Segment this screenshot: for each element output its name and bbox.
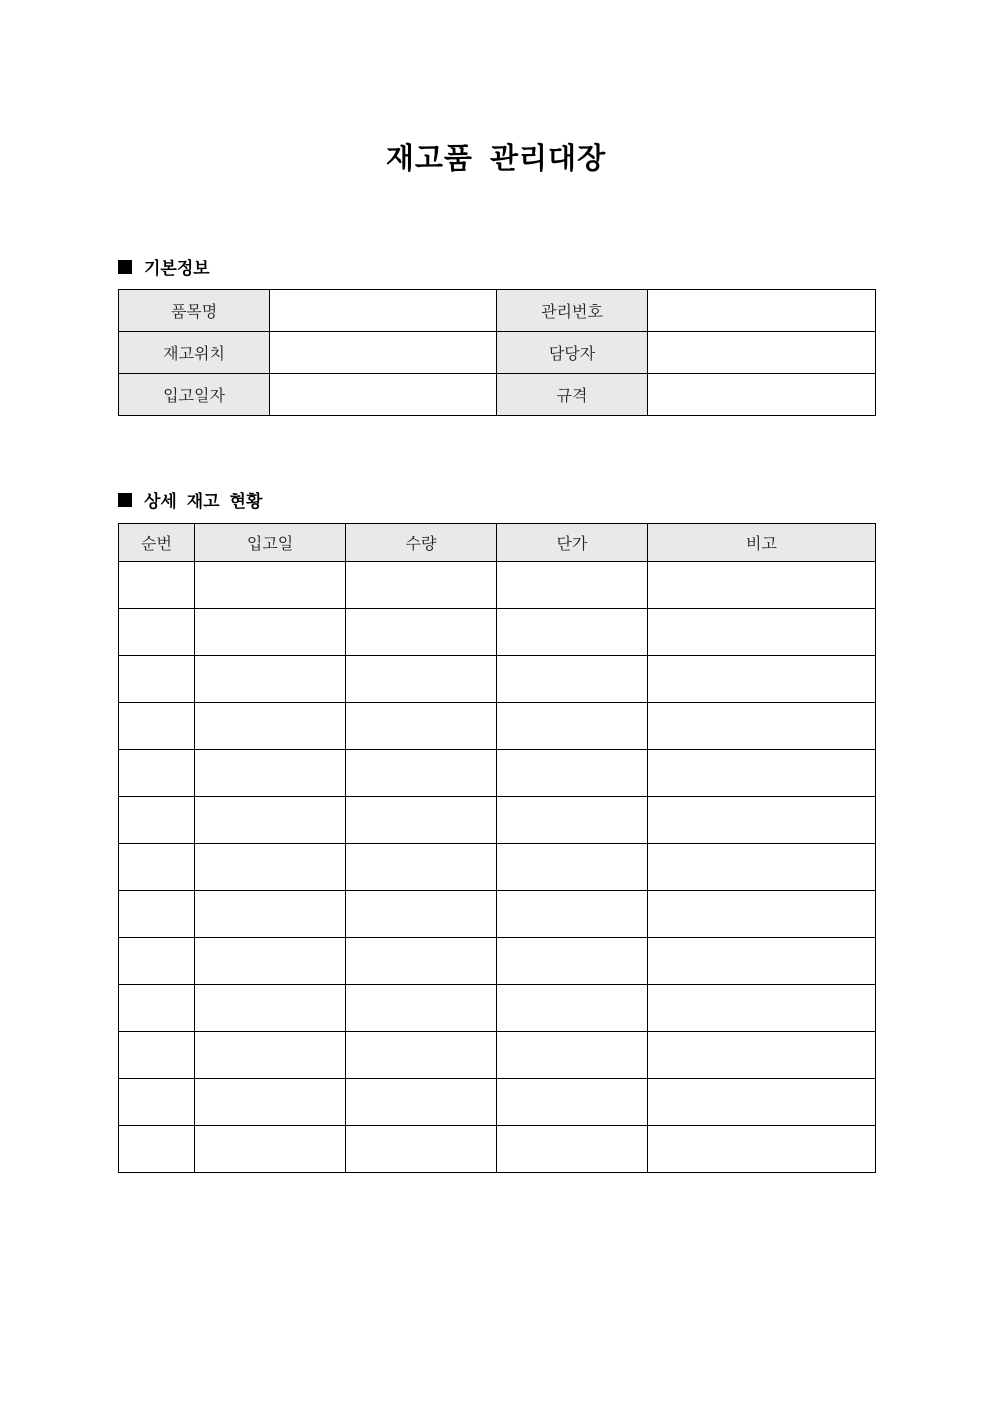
- table-row: [119, 891, 876, 938]
- table-row: [119, 1032, 876, 1079]
- quantity-cell[interactable]: [346, 609, 497, 656]
- unit-price-cell[interactable]: [497, 1032, 648, 1079]
- unit-price-cell[interactable]: [497, 562, 648, 609]
- stock-location-field[interactable]: [270, 332, 497, 374]
- table-row: [119, 656, 876, 703]
- unit-price-cell[interactable]: [497, 703, 648, 750]
- unit-price-cell[interactable]: [497, 1126, 648, 1173]
- table-header-row: [119, 524, 876, 562]
- table-row: [119, 1079, 876, 1126]
- label-cell: 입고일자: [119, 374, 270, 416]
- quantity-cell[interactable]: [346, 703, 497, 750]
- table-row: [119, 290, 876, 332]
- quantity-cell[interactable]: [346, 797, 497, 844]
- table-row: [119, 609, 876, 656]
- remarks-cell[interactable]: [648, 938, 876, 985]
- quantity-cell[interactable]: [346, 938, 497, 985]
- table-row: [119, 985, 876, 1032]
- seq-cell[interactable]: [119, 609, 195, 656]
- section-detail-heading: [118, 487, 262, 512]
- quantity-cell[interactable]: [346, 1126, 497, 1173]
- unit-price-cell[interactable]: [497, 938, 648, 985]
- column-header: 입고일: [195, 524, 346, 562]
- detail-stock-table: [118, 523, 876, 1173]
- quantity-cell[interactable]: [346, 891, 497, 938]
- quantity-cell[interactable]: [346, 562, 497, 609]
- label-cell: 관리번호: [497, 290, 648, 332]
- management-number-field[interactable]: [648, 290, 876, 332]
- remarks-cell[interactable]: [648, 609, 876, 656]
- receipt-date-cell[interactable]: [195, 938, 346, 985]
- section-label: 기본정보: [144, 259, 210, 279]
- remarks-cell[interactable]: [648, 797, 876, 844]
- receipt-date-cell[interactable]: [195, 609, 346, 656]
- item-name-field[interactable]: [270, 290, 497, 332]
- receipt-date-cell[interactable]: [195, 1032, 346, 1079]
- receipt-date-field[interactable]: [270, 374, 497, 416]
- remarks-cell[interactable]: [648, 1126, 876, 1173]
- seq-cell[interactable]: [119, 1079, 195, 1126]
- receipt-date-cell[interactable]: [195, 656, 346, 703]
- remarks-cell[interactable]: [648, 891, 876, 938]
- column-header: 순번: [119, 524, 195, 562]
- remarks-cell[interactable]: [648, 844, 876, 891]
- column-header: 비고: [648, 524, 876, 562]
- table-row: [119, 332, 876, 374]
- label-cell: 규격: [497, 374, 648, 416]
- table-row: [119, 562, 876, 609]
- receipt-date-cell[interactable]: [195, 844, 346, 891]
- column-header: 단가: [497, 524, 648, 562]
- table-row: [119, 703, 876, 750]
- seq-cell[interactable]: [119, 750, 195, 797]
- remarks-cell[interactable]: [648, 1032, 876, 1079]
- table-row: [119, 374, 876, 416]
- seq-cell[interactable]: [119, 938, 195, 985]
- quantity-cell[interactable]: [346, 1032, 497, 1079]
- receipt-date-cell[interactable]: [195, 750, 346, 797]
- receipt-date-cell[interactable]: [195, 797, 346, 844]
- receipt-date-cell[interactable]: [195, 562, 346, 609]
- remarks-cell[interactable]: [648, 703, 876, 750]
- document-title: 재고품 관리대장: [385, 141, 607, 175]
- remarks-cell[interactable]: [648, 985, 876, 1032]
- remarks-cell[interactable]: [648, 750, 876, 797]
- receipt-date-cell[interactable]: [195, 891, 346, 938]
- remarks-cell[interactable]: [648, 656, 876, 703]
- unit-price-cell[interactable]: [497, 844, 648, 891]
- seq-cell[interactable]: [119, 656, 195, 703]
- square-bullet-icon: [118, 260, 132, 274]
- receipt-date-cell[interactable]: [195, 1079, 346, 1126]
- quantity-cell[interactable]: [346, 844, 497, 891]
- basic-info-table: [118, 289, 876, 416]
- label-cell: 재고위치: [119, 332, 270, 374]
- seq-cell[interactable]: [119, 703, 195, 750]
- remarks-cell[interactable]: [648, 562, 876, 609]
- remarks-cell[interactable]: [648, 1079, 876, 1126]
- unit-price-cell[interactable]: [497, 750, 648, 797]
- table-row: [119, 844, 876, 891]
- unit-price-cell[interactable]: [497, 797, 648, 844]
- seq-cell[interactable]: [119, 844, 195, 891]
- seq-cell[interactable]: [119, 797, 195, 844]
- seq-cell[interactable]: [119, 1032, 195, 1079]
- seq-cell[interactable]: [119, 891, 195, 938]
- quantity-cell[interactable]: [346, 985, 497, 1032]
- unit-price-cell[interactable]: [497, 609, 648, 656]
- table-row: [119, 938, 876, 985]
- label-cell: 담당자: [497, 332, 648, 374]
- table-row: [119, 797, 876, 844]
- unit-price-cell[interactable]: [497, 985, 648, 1032]
- table-row: [119, 1126, 876, 1173]
- seq-cell[interactable]: [119, 985, 195, 1032]
- quantity-cell[interactable]: [346, 750, 497, 797]
- unit-price-cell[interactable]: [497, 656, 648, 703]
- manager-field[interactable]: [648, 332, 876, 374]
- quantity-cell[interactable]: [346, 656, 497, 703]
- section-label: 상세 재고 현황: [144, 492, 263, 512]
- unit-price-cell[interactable]: [497, 1079, 648, 1126]
- receipt-date-cell[interactable]: [195, 1126, 346, 1173]
- receipt-date-cell[interactable]: [195, 703, 346, 750]
- unit-price-cell[interactable]: [497, 891, 648, 938]
- seq-cell[interactable]: [119, 1126, 195, 1173]
- column-header: 수량: [346, 524, 497, 562]
- seq-cell[interactable]: [119, 562, 195, 609]
- square-bullet-icon: [118, 493, 132, 507]
- table-row: [119, 750, 876, 797]
- receipt-date-cell[interactable]: [195, 985, 346, 1032]
- quantity-cell[interactable]: [346, 1079, 497, 1126]
- label-cell: 품목명: [119, 290, 270, 332]
- specification-field[interactable]: [648, 374, 876, 416]
- section-basic-info-heading: [118, 254, 210, 279]
